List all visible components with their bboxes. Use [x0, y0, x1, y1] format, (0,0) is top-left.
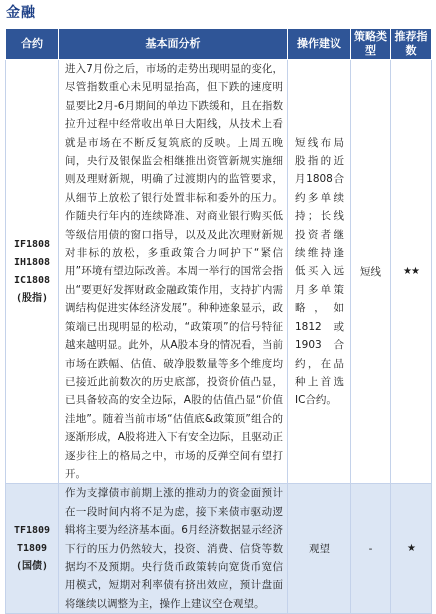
contract-code: TF1809: [13, 524, 51, 536]
table-header-row: [6, 29, 432, 60]
header-recommend-index: 推荐指数: [391, 29, 432, 60]
contract-code: IH1808: [13, 256, 51, 268]
advice-cell: 短线布局股指的近月1808合约多单续持；长线投资者继续维持逢低买入远月多单策略，如1812或1903合约，在品种上首选IC合约。: [288, 60, 351, 484]
header-analysis: 基本面分析: [59, 29, 288, 60]
recommend-index-cell: ★: [391, 484, 432, 614]
table-row: [6, 484, 432, 614]
contract-cell: [6, 484, 59, 614]
strategy-type-cell: 短线: [351, 60, 391, 484]
section-title: 金融: [6, 5, 36, 21]
contract-code: T1809: [16, 542, 48, 554]
strategy-type-cell: -: [351, 484, 391, 614]
recommend-index-cell: ★★: [391, 60, 432, 484]
contract-category: (股指): [15, 292, 49, 304]
contract-code: IC1808: [13, 274, 51, 286]
header-strategy-type: 策略类型: [351, 29, 391, 60]
header-advice: 操作建议: [288, 29, 351, 60]
header-contract: 合约: [6, 29, 59, 60]
analysis-cell: 进入7月份之后，市场的走势出现明显的变化，尽管指数重心未见明显抬高，但下跌的速度明显要比2月-6月期间的单边下跌缓和，且在指数拉升过程中经常收出单日大阳线，从技术上看就是市场在不断反复筑底的反映。上周五晚间，央行及银保监会相继推出资管新规实施细则及理财新规，明确了过渡期内的监管要求，从细节上放松了银行处置非标和委外的压力。作随央行年内的连续降准、对商业银行购买低等级信用债的窗口指导，以及及此次理财新规对非标的放松，多重政策合力呵护下“紧信用”环境有望边际改善。本周一举行的国常会指出“要更好发挥财政金融政策作用，支持扩内需调结构促进实体经济发展”。种种迹象显示，政策端已出现明显的松动，“政策项”的信号特征越来越明显。此外，从A股本身的情况看，当前市场在跌幅、估值、破净股数量等多个维度均已接近此前数次的历史底部，投资价值凸显，已具备较高的安全边际，A股的估值凸显“价值洼地”。随着当前市场“估值底&政策顶”组合的逐渐形成，A股将进入下有安全边际，且驱动正逐步往上的格局之中，市场的反弹空间有望打开。: [59, 60, 288, 484]
strategy-table: [5, 28, 432, 614]
contract-category: (国债): [15, 560, 49, 572]
advice-cell: 观望: [288, 484, 351, 614]
contract-code: IF1808: [13, 238, 51, 250]
contract-cell: [6, 60, 59, 484]
table-row: [6, 60, 432, 484]
analysis-cell: 作为支撑债市前期上涨的推动力的资金面预计在一段时间内将不足为虑，接下来债市驱动逻辑将主要为经济基本面。6月经济数据显示经济下行的压力仍然较大，投资、消费、信贷等数据均不及预期。央行货币政策转向宽货币宽信用模式，短期对利率债有挤出效应，预计盘面将继续以调整为主，操作上建议空仓观望。: [59, 484, 288, 614]
